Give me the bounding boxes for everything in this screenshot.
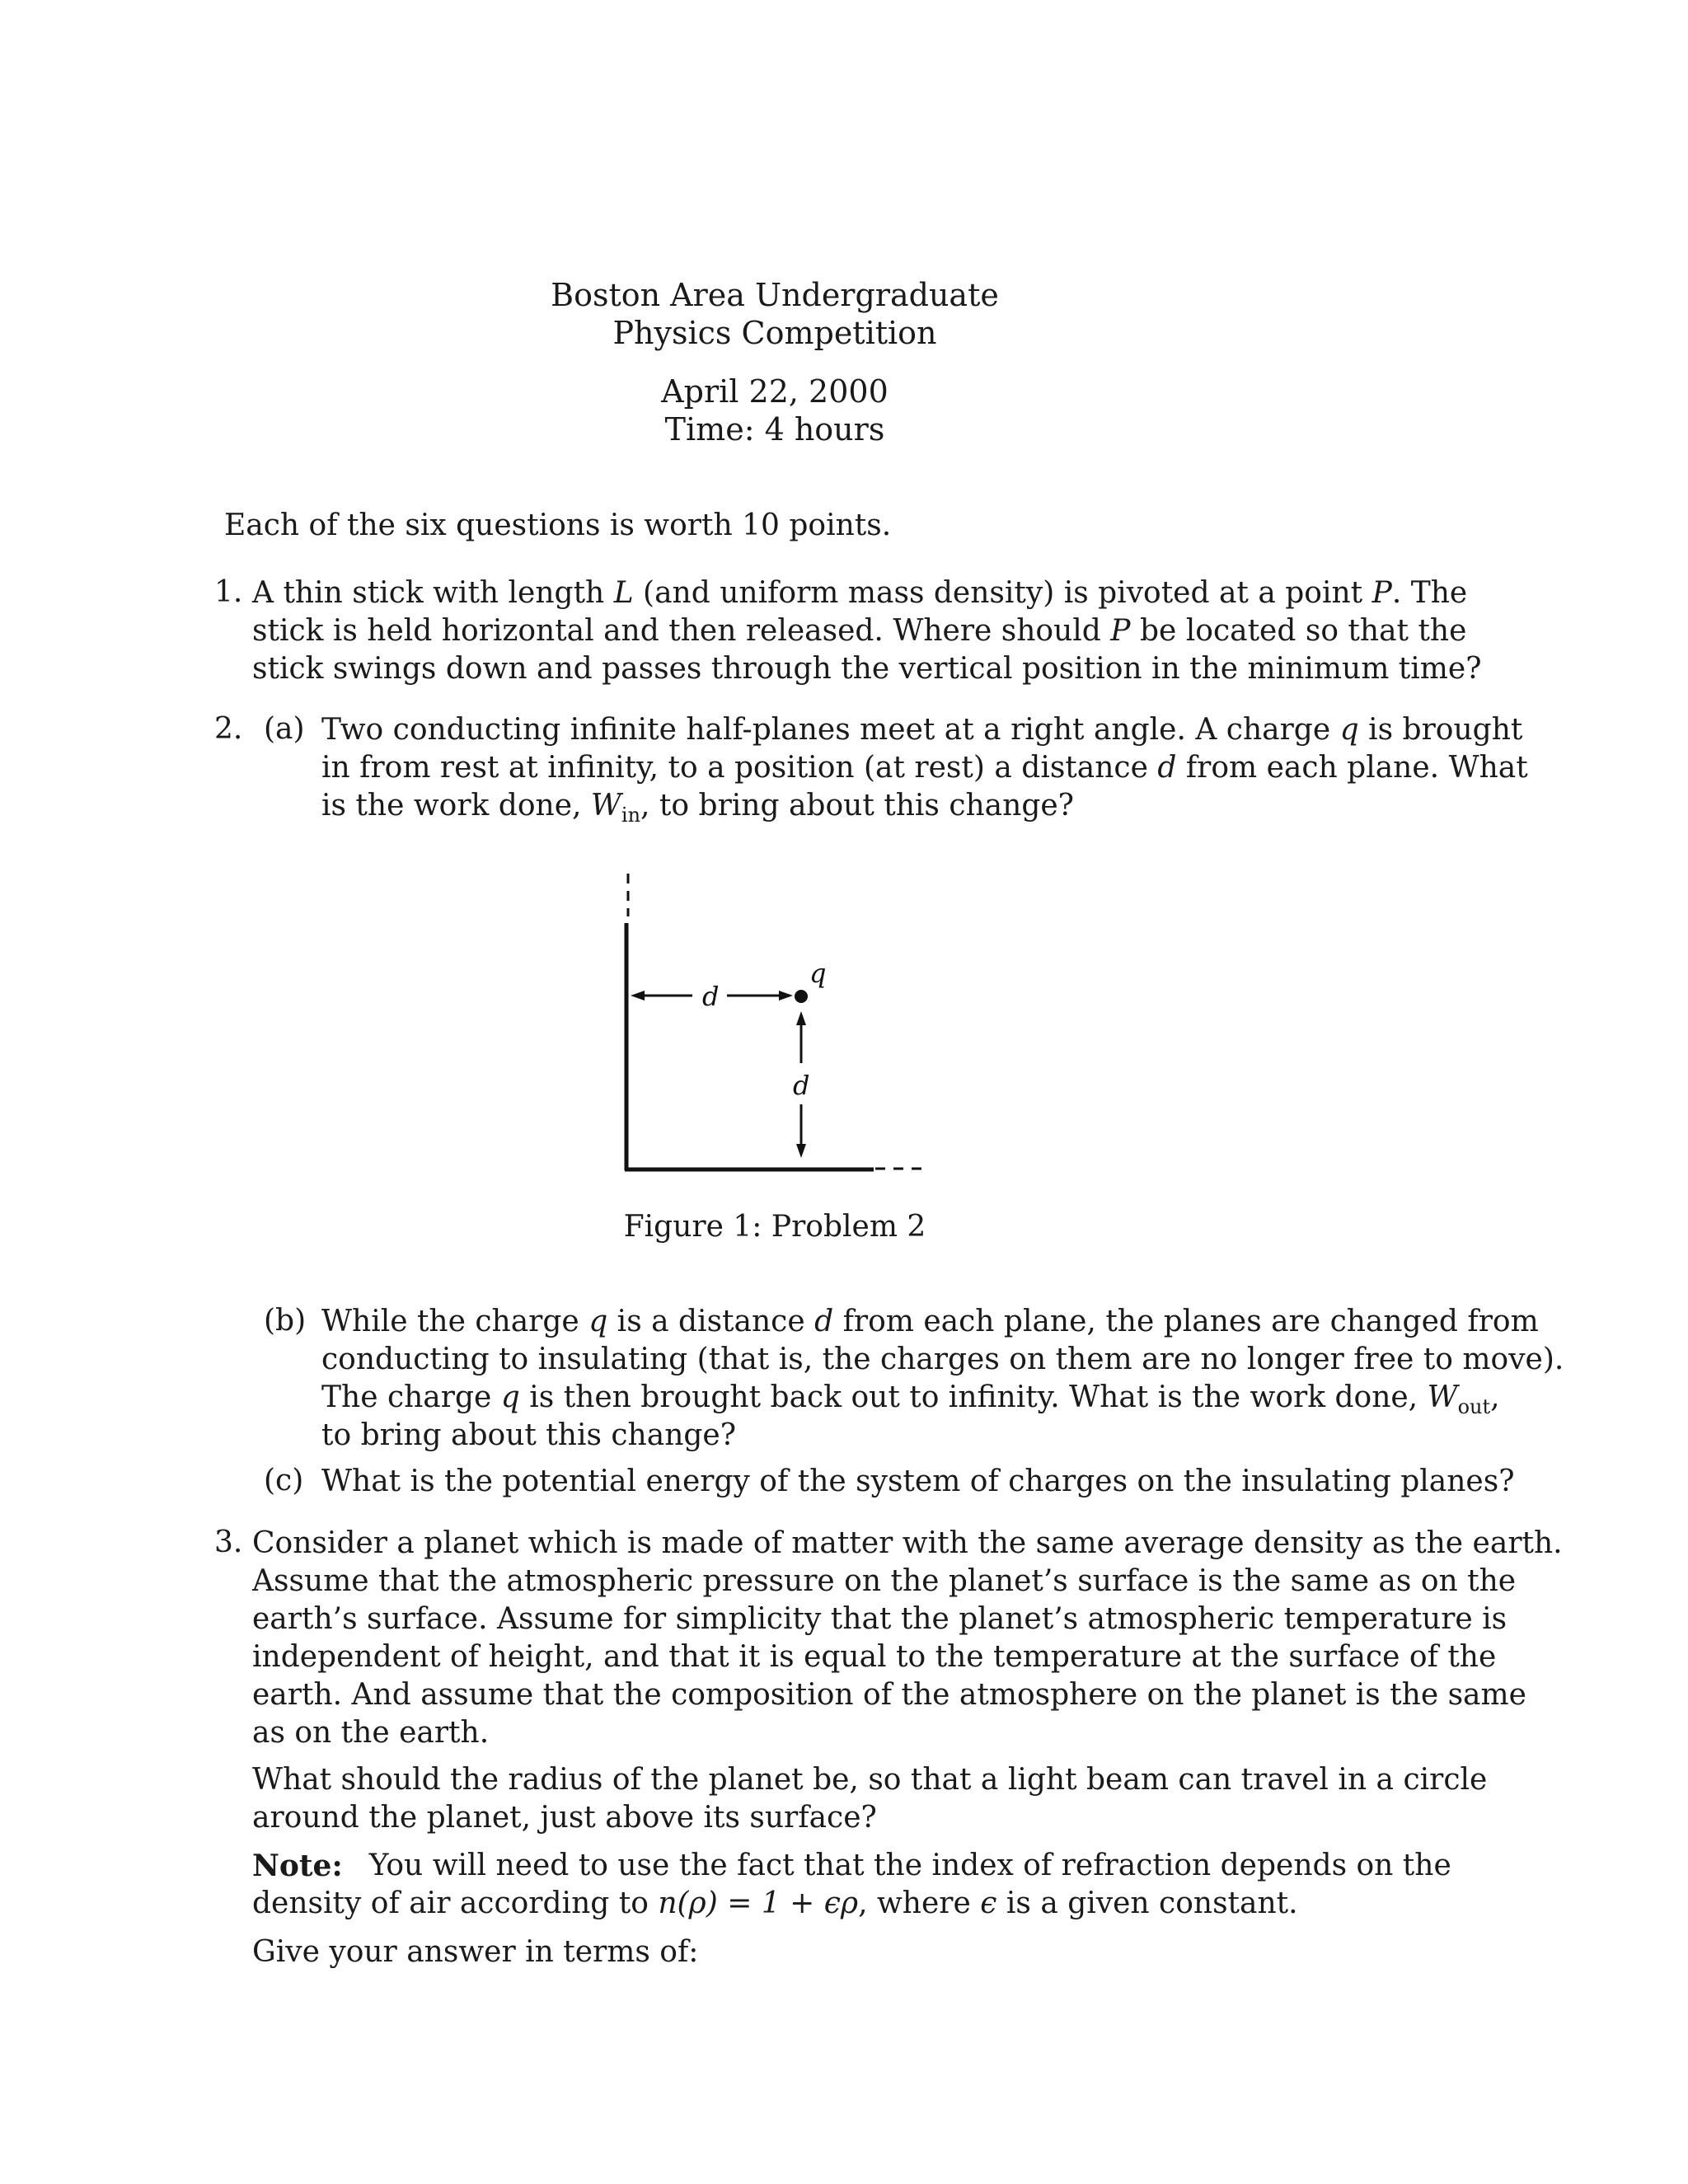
arrowhead-down [796, 1144, 806, 1158]
text-run: is then brought back out to infinity. What is the work done, [519, 1380, 1428, 1414]
refraction-formula: n(ρ) = 1 + ϵρ [658, 1886, 859, 1920]
exam-time: Time: 4 hours [664, 411, 885, 448]
problem-3-number: 3. [214, 1526, 243, 1559]
text-run: A thin stick with length [252, 576, 614, 610]
problem-3-para-2-line-2: around the planet, just above its surface? [252, 1801, 877, 1835]
problem-2c-line-1: What is the potential energy of the system of charges on the insulating planes? [321, 1465, 1515, 1498]
label-q: q [809, 958, 827, 989]
problem-3-para-1-line-1: Consider a planet which is made of matter with the same average density as the earth. [252, 1526, 1563, 1560]
var-W: W [590, 789, 621, 823]
problem-1-number: 1. [214, 575, 243, 609]
text-run: The charge [321, 1380, 501, 1414]
arrowhead-up [796, 1011, 806, 1025]
text-run: from each plane. What [1176, 751, 1528, 785]
problem-3-para-1-line-6: as on the earth. [252, 1716, 490, 1750]
text-run: While the charge [321, 1305, 589, 1338]
text-run: is a given constant. [996, 1886, 1298, 1920]
text-run: is the work done, [321, 789, 591, 823]
text-run: is a distance [607, 1305, 815, 1338]
problem-3-note-line-2 [252, 1885, 1298, 1923]
problem-3-para-2-line-1: What should the radius of the planet be, so that a light beam can travel in a circle [252, 1763, 1488, 1797]
label-d-horizontal: d [702, 981, 720, 1012]
text-run: . The [1391, 576, 1468, 610]
title-line-1: Boston Area Undergraduate [551, 277, 999, 313]
title-line-2: Physics Competition [612, 315, 937, 351]
problem-2c-label: (c) [264, 1464, 304, 1497]
exam-date: April 22, 2000 [661, 373, 889, 410]
text-run: density of air according to [252, 1886, 659, 1920]
text-run: is brought [1358, 713, 1523, 747]
text-run: stick is held horizontal and then released. Where should [252, 614, 1111, 648]
problem-2b-line-2: conducting to insulating (that is, the charges on them are no longer free to move). [321, 1343, 1564, 1376]
text-run: Two conducting infinite half-planes meet at a right angle. A charge [321, 713, 1340, 747]
problem-3-give-answer: Give your answer in terms of: [252, 1935, 699, 1969]
label-d-vertical: d [793, 1070, 810, 1101]
problem-3-para-1-line-4: independent of height, and that it is equal to the temperature at the surface of the [252, 1640, 1497, 1674]
text-run: , where [858, 1886, 981, 1920]
var-d: d [1157, 751, 1177, 785]
var-L: L [613, 576, 634, 610]
var-epsilon: ϵ [980, 1886, 997, 1920]
text-run: , [1490, 1380, 1500, 1414]
text-run: in from rest at infinity, to a position (at rest) a distance [321, 751, 1158, 785]
point-charge [795, 990, 808, 1003]
text-run: , to bring about this change? [640, 789, 1074, 823]
problem-1-line-3: stick swings down and passes through the vertical position in the minimum time? [252, 652, 1482, 686]
problem-3-para-1-line-3: earth’s surface. Assume for simplicity that the planet’s atmospheric temperature is [252, 1602, 1507, 1636]
var-W: W [1427, 1380, 1458, 1414]
var-P: P [1110, 614, 1131, 648]
subscript-in: in [621, 804, 641, 827]
problem-2b-line-4: to bring about this change? [321, 1418, 737, 1452]
text-run: be located so that the [1130, 614, 1467, 648]
var-q: q [1339, 713, 1359, 747]
problem-3-para-1-line-2: Assume that the atmospheric pressure on the planet’s surface is the same as on the [252, 1564, 1517, 1598]
var-q: q [588, 1305, 608, 1338]
var-P: P [1372, 576, 1392, 610]
subscript-out: out [1457, 1395, 1491, 1418]
intro-text: Each of the six questions is worth 10 points. [224, 509, 892, 542]
problem-3-para-1-line-5: earth. And assume that the composition of the atmosphere on the planet is the same [252, 1678, 1526, 1712]
problem-3-note-line-1 [252, 1847, 1451, 1885]
arrowhead-right [779, 991, 793, 1001]
problem-2b-line-1 [321, 1303, 1539, 1341]
text-run: You will need to use the fact that the index of refraction depends on the [368, 1849, 1451, 1882]
text-run: from each plane, the planes are changed from [833, 1305, 1539, 1338]
problem-2b-label: (b) [264, 1304, 307, 1338]
var-q: q [500, 1380, 520, 1414]
note-label: Note: [252, 1849, 343, 1883]
figure-1-caption: Figure 1: Problem 2 [623, 1210, 926, 1244]
var-d: d [814, 1305, 834, 1338]
problem-2-number: 2. [214, 712, 243, 746]
text-run: (and uniform mass density) is pivoted at a point [633, 576, 1372, 610]
problem-2b-line-3 [321, 1379, 1500, 1418]
problem-2a-label: (a) [264, 712, 305, 746]
arrowhead-left [631, 991, 645, 1001]
